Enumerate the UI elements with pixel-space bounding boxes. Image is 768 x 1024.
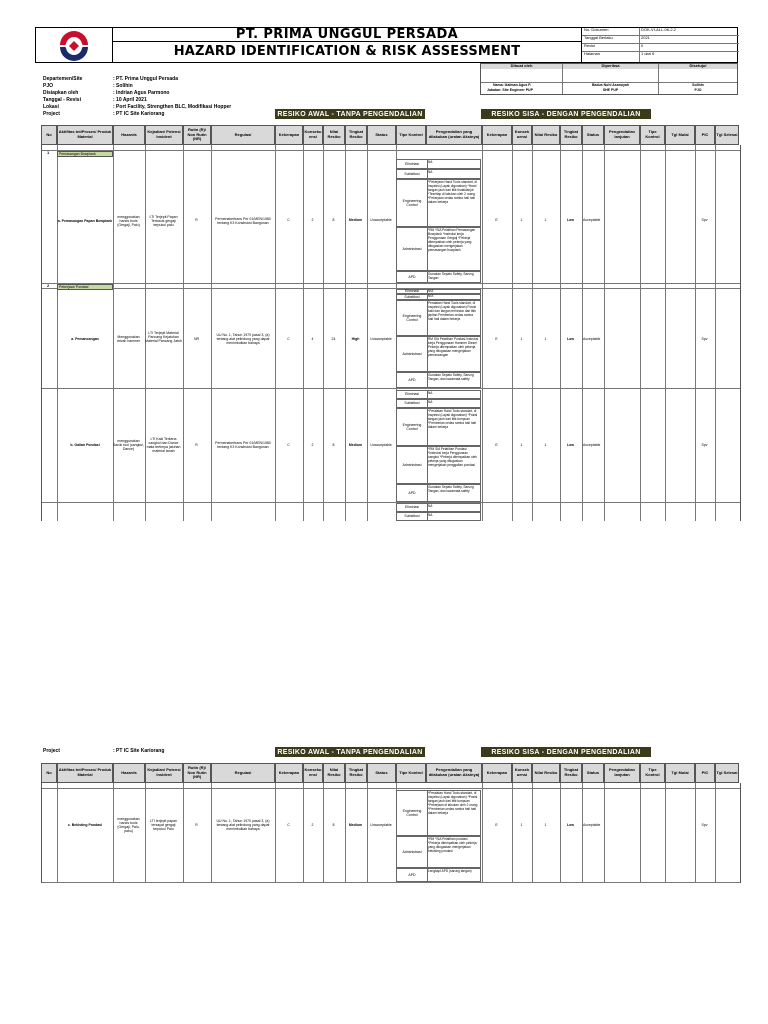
control-type: Engineering Control — [397, 301, 428, 335]
checker-name: Badus Nuhi Asanuyah — [591, 83, 629, 87]
row-kekerapan: C — [287, 337, 290, 341]
row-aktifitas: a. Pemancangan — [71, 336, 99, 341]
row-kekerapan-2: E — [495, 337, 498, 341]
row-status: Unacceptable — [370, 823, 392, 827]
row-rutin: NR — [193, 337, 200, 341]
row-konsekuensi: 2 — [311, 218, 314, 222]
col-konsekuensi-2: Konsek uensi — [512, 763, 532, 783]
row-nilai-2: 1 — [544, 823, 547, 827]
row-hazards: Menggunakan drivah hammer — [116, 334, 141, 343]
row-tingkat-2: Low — [567, 337, 574, 341]
company-name: PT. PRIMA UNGGUL PERSADA — [113, 28, 581, 42]
col-konsekuensi: Konseku ensi — [303, 763, 323, 783]
info-value: : PT IC Site Kariorang — [113, 111, 165, 117]
control-text: *RM *SIA Pelatihan pondasi *Pekerja ditempatkan oleh pekerja yang ditugaskan mengerjakan bekisting pondasi — [428, 837, 477, 853]
col-tgl-selesai: Tgl Selesai — [715, 763, 739, 783]
col-rutin: Rutin (R)/ Non Rutin (NR) — [183, 763, 211, 783]
control-type: Administrasi — [397, 837, 428, 867]
row-pic: Spv — [701, 443, 708, 447]
row-regulasi: Permenakertrans Per 01/MEN/1980 tentang K3 Konstruksi Bangunan — [215, 216, 271, 225]
col-regulasi: Regulasi — [211, 763, 275, 783]
control-text: NA — [428, 160, 433, 164]
col-aktifitas: Aktifitas tnt/Proses/ Produk Material — [57, 125, 113, 145]
control-text: Gunakan Sepatu Safety, Sarung Tangan, dan kacamata safety — [428, 373, 474, 381]
info-label: Tanggal - Revisi — [43, 97, 81, 103]
control-type: APD — [397, 869, 428, 881]
row-kejadian: LTI Terjepit Papan Tertusuk gergaji terpukul palu — [149, 214, 178, 228]
control-engineering — [396, 179, 481, 227]
row-tingkat-2: Low — [567, 823, 574, 827]
row-status-2: Acceptable — [583, 337, 601, 341]
initial-risk-band: RESIKO AWAL - TANPA PENGENDALIAN — [275, 109, 425, 119]
control-type: Engineering Control — [397, 180, 428, 226]
col-regulasi: Regulasi — [211, 125, 275, 145]
signature-role: Jabatan: Site Engineer PUP — [487, 88, 533, 92]
signature-header: Diperiksa — [563, 64, 658, 69]
control-text: NA — [428, 170, 433, 174]
row-status: Unacceptable — [370, 337, 392, 341]
signature-header: Disetujui — [659, 64, 737, 69]
info-value: : Indrian Agus Parmono — [113, 90, 170, 96]
col-tingkat-2: Tingkat Resiko — [560, 125, 582, 145]
row-status: Unacceptable — [370, 218, 392, 222]
col-kekerapan: Kekerapan — [275, 763, 303, 783]
row-pic: Spv — [701, 823, 708, 827]
col-no: No — [41, 125, 57, 145]
row-aktifitas: c. Bekisting Pondasi — [67, 822, 103, 827]
doc-info-value: 1 dari 6 — [641, 51, 655, 56]
col-tipe: Tipe Kontrol — [396, 763, 426, 783]
residual-risk-band: RESIKO SISA - DENGAN PENGENDALIAN — [481, 109, 651, 119]
col-tipe-2: Tipe Kontrol — [640, 763, 665, 783]
control-type: APD — [397, 272, 428, 282]
doc-info-label: Halaman — [584, 51, 601, 56]
approver-role: PJO — [694, 88, 702, 92]
company-logo — [36, 28, 113, 62]
control-text: Gunakan Sepatu Safety, Sarung Tangan — [428, 272, 474, 280]
control-type: Administrasi — [397, 447, 428, 483]
col-konsekuensi: Konseku ensi — [303, 125, 323, 145]
col-tingkat: Tingkat Resiko — [345, 125, 367, 145]
col-tipe: Tipe Kontrol — [396, 125, 426, 145]
control-eliminasi — [396, 159, 481, 169]
row-status-2: Acceptable — [583, 443, 601, 447]
control-type: Substitusi — [397, 400, 428, 407]
col-status-2: Status — [582, 125, 604, 145]
doc-info-value: 2021 — [641, 35, 650, 40]
initial-risk-band: RESIKO AWAL - TANPA PENGENDALIAN — [275, 747, 425, 757]
row-nilai: 24 — [331, 337, 336, 341]
row-tingkat: Medium — [348, 823, 363, 827]
table-header — [41, 763, 739, 785]
control-apd — [396, 484, 481, 502]
row-pic: Spv — [701, 337, 708, 341]
section-number: 2 — [47, 283, 50, 288]
row-rutin: R — [195, 443, 198, 447]
info-label: Project — [43, 111, 60, 117]
row-nilai: 8 — [332, 823, 335, 827]
row-kekerapan-2: E — [495, 823, 498, 827]
doc-info-label: No. Dokumen — [584, 27, 609, 32]
col-kekerapan-2: Kekerapan — [482, 125, 512, 145]
control-type: Eliminasi — [397, 290, 428, 293]
control-text: *RM SIA Pelatihan Pondasi *Instruksi kerja Penggunaan cangkul *Pekerja ditempatkan oleh pekerja yang ditugaskan mengerjakan penggalian pondasi — [428, 447, 478, 467]
row-regulasi: UU No. 1, Tahun 1970 pasal 3, (a) tentang alat pelindung yang dapat menimbulkan bahaya — [216, 818, 270, 832]
row-konsekuensi: 2 — [311, 823, 314, 827]
control-text: NA — [428, 400, 433, 404]
control-apd — [396, 868, 481, 882]
control-type: APD — [397, 485, 428, 501]
col-kekerapan-2: Kekerapan — [482, 763, 512, 783]
col-tgl-mulai: Tgl Mulai — [665, 763, 695, 783]
row-rutin: R — [195, 218, 198, 222]
col-rutin: Rutin (R)/ Non Rutin (NR) — [183, 125, 211, 145]
approver-name: Solihin — [692, 83, 704, 87]
info-value: : 10 April 2021 — [113, 97, 147, 103]
col-tipe-2: Tipe Kontrol — [640, 125, 665, 145]
control-engineering — [396, 300, 481, 336]
row-kejadian: LTI Kaki Terkena cangkul dan Dance mata tertimpa jatuhan material tanah — [146, 436, 181, 454]
row-pic: Spv — [701, 218, 708, 222]
col-kekerapan: Kekerapan — [275, 125, 303, 145]
row-nilai-2: 1 — [544, 337, 547, 341]
table-header — [41, 125, 739, 147]
control-text: NA — [428, 513, 433, 517]
control-substitusi — [396, 512, 481, 521]
row-nilai-2: 1 — [544, 218, 547, 222]
row-konsekuensi-2: 1 — [520, 443, 523, 447]
signature-table — [480, 63, 738, 95]
control-substitusi — [396, 399, 481, 408]
doc-info-value: 0 — [641, 43, 644, 48]
row-kekerapan: C — [287, 443, 290, 447]
control-type: Eliminasi — [397, 160, 428, 168]
col-nilai: Nilai Resiko — [323, 125, 345, 145]
control-type: Administrasi — [397, 337, 428, 371]
control-type: Eliminasi — [397, 391, 428, 398]
document-title: HAZARD IDENTIFICATION & RISK ASSESSMENT — [173, 44, 521, 59]
row-kejadian: LTI terjepit papan tersayat gergaji terpukul Palu — [150, 818, 177, 832]
control-type: Eliminasi — [397, 504, 428, 511]
col-lanjutan: Pengendalian lanjutan — [604, 763, 640, 783]
control-type: Administrasi — [397, 228, 428, 270]
row-status: Unacceptable — [370, 443, 392, 447]
row-tingkat-2: Low — [567, 218, 574, 222]
row-nilai-2: 1 — [544, 443, 547, 447]
row-tingkat-2: Low — [567, 443, 574, 447]
control-text: Gunakan Sepatu Safety, Sarung Tangan, dan kacamata safety — [428, 485, 474, 493]
row-tingkat: High — [351, 337, 360, 341]
row-hazards: menggunakan hands tools (Gergaji, Palu) — [117, 214, 140, 228]
control-type: Substitusi — [397, 170, 428, 178]
col-pengendalian: Pengendalian yang dilakukan (uraian Aksinya) — [426, 763, 482, 783]
row-konsekuensi-2: 1 — [520, 337, 523, 341]
control-type: Substitusi — [397, 513, 428, 520]
col-tingkat: Tingkat Resiko — [345, 763, 367, 783]
row-kekerapan-2: E — [495, 443, 498, 447]
control-text: Lengkapi APD (sarung tangan) — [428, 869, 472, 873]
row-nilai: 8 — [332, 218, 335, 222]
control-administrasi — [396, 446, 481, 484]
document-header — [35, 27, 738, 63]
doc-info-value: DOK-VI-ALL-06-2.2 — [641, 27, 676, 32]
control-type: Engineering Control — [397, 409, 428, 445]
col-tgl-mulai: Tgl Mulai — [665, 125, 695, 145]
control-text: *Pekerjaan Hand Tools standart, di inspeksi (Layak digunakan) *Hand tangan jauh dari titik tindaklanjut *Tesetiap di lakukan oleh 2 orang *Pekerjaan cedas ramba hati hati dalam bekerja — [428, 180, 478, 204]
row-kekerapan-2: E — [495, 218, 498, 222]
checker-role: SHE PUP — [602, 88, 619, 92]
control-text: Peralatan Hand Tools standart, di inspeksi (Layak digunakan) Posisi kaki dan tangan terhindar dari titik jepitan Pemberian cedas ramba hati hati dalam bekerja — [428, 301, 477, 321]
control-substitusi — [396, 169, 481, 179]
control-text: *Peralatan Hand Tools standart, di inspeksi (Layak digunakan) *Posisi tangan jauh dari titik tumpuan *Pemberian cedas ramba hati hati dalam bekerja — [428, 409, 478, 429]
doc-info-label: Revisi — [584, 43, 595, 48]
control-eliminasi — [396, 503, 481, 512]
control-text: NA — [428, 504, 433, 508]
row-hazards: menggunakan hands tools (Gergaji, Palu, paku) — [117, 816, 140, 834]
control-type: APD — [397, 373, 428, 387]
control-administrasi — [396, 836, 481, 868]
col-tingkat-2: Tingkat Resiko — [560, 763, 582, 783]
col-pic: PIC — [695, 763, 715, 783]
project-value: : PT IC Site Kariorang — [113, 748, 165, 754]
signature-header: Dibuat oleh — [481, 64, 562, 69]
control-apd — [396, 372, 481, 388]
info-value: : PT. Prima Unggul Persada — [113, 76, 179, 82]
row-tingkat: Medium — [348, 443, 363, 447]
control-text: *Peralatan Hand Tools standart, di inspeksi (Layak digunakan) *Posisi tangan jauh dari titik tumpuan *Pekerjaan di lakukan oleh 2 orang *Pemberian cedas ramba hati hati dalam bekerja — [428, 791, 478, 815]
row-tingkat: Medium — [348, 218, 363, 222]
doc-info-label: Tanggal Berlaku — [584, 35, 613, 40]
info-value: : Port Facility, Strengthen BLC, Modifikasi Hopper — [113, 104, 232, 110]
signature-name: Nama: Ikalman Agus P. — [493, 83, 532, 87]
row-hazards: menggunakan Sarok tool (cangkul, Dance) — [113, 438, 144, 452]
row-konsekuensi-2: 1 — [520, 823, 523, 827]
control-text: N/A — [428, 289, 434, 293]
col-kejadian: Kejadian/ Potensi Insident — [145, 125, 183, 145]
col-pic: PIC — [695, 125, 715, 145]
control-engineering — [396, 408, 481, 446]
row-status-2: Acceptable — [583, 218, 601, 222]
control-engineering — [396, 790, 481, 836]
col-status: Status — [367, 125, 396, 145]
row-regulasi: UU No. 1, Tahun 1970 pasal 3, (a) tentang alat pelindung yang dapat menimbulkan bahaya — [216, 332, 270, 346]
control-administrasi — [396, 336, 481, 372]
col-kejadian: Kejadian/ Potensi Insident — [145, 763, 183, 783]
control-text: *RM *SIA Pelatihan Pemasangan Bowplank *Instruksi kerja Penggunaan Gergaji *Pekerja ditempatkan oleh pekerja yang ditugaskan mengerjakan pemasangan bowplank — [428, 228, 476, 252]
row-rutin: R — [195, 823, 198, 827]
control-apd — [396, 271, 481, 283]
row-kekerapan: C — [287, 823, 290, 827]
control-eliminasi — [396, 390, 481, 399]
col-nilai-2: Nilai Resiko — [532, 125, 560, 145]
row-konsekuensi: 2 — [311, 443, 314, 447]
col-hazards: Hazards — [113, 763, 145, 783]
row-regulasi: Permenakertrans Per 01/MEN/1980 tentang K3 Konstruksi Bangunan — [215, 440, 271, 449]
col-nilai: Nilai Resiko — [323, 763, 345, 783]
col-no: No — [41, 763, 57, 783]
row-konsekuensi-2: 1 — [520, 218, 523, 222]
row-kejadian: LTI Terjepit Material Pancang Kejatuhan Material Pancang Jatuh — [145, 330, 182, 344]
control-type: Engineering Control — [397, 791, 428, 835]
col-status-2: Status — [582, 763, 604, 783]
col-hazards: Hazards — [113, 125, 145, 145]
row-aktifitas: a. Pemasangan Papan Bowplank — [57, 218, 113, 223]
section-title: Pemasangan Bowplank — [57, 151, 113, 157]
row-status-2: Acceptable — [583, 823, 601, 827]
control-administrasi — [396, 227, 481, 271]
col-tgl-selesai: Tgl Selesai — [715, 125, 739, 145]
section-title: Pekerjaan Pondasi — [57, 284, 113, 290]
residual-risk-band: RESIKO SISA - DENGAN PENGENDALIAN — [481, 747, 651, 757]
control-text: N/A — [428, 294, 434, 298]
row-konsekuensi: 4 — [311, 337, 314, 341]
doc-info-table — [581, 28, 739, 62]
info-label: Lokasi — [43, 104, 59, 110]
row-kekerapan: C — [287, 218, 290, 222]
col-aktifitas: Aktifitas tnt/Proses/ Produk Material — [57, 763, 113, 783]
col-nilai-2: Nilai Resiko — [532, 763, 560, 783]
info-value: : Solihin — [113, 83, 133, 89]
col-status: Status — [367, 763, 396, 783]
info-label: Departemen/Site — [43, 76, 83, 82]
info-label: Disiapkan oleh — [43, 90, 79, 96]
section-number: 1 — [47, 150, 50, 155]
control-type: Substitusi — [397, 295, 428, 299]
col-pengendalian: Pengendalian yang dilakukan (uraian Aksinya) — [426, 125, 482, 145]
col-konsekuensi-2: Konsek uensi — [512, 125, 532, 145]
col-lanjutan: Pengendalian lanjutan — [604, 125, 640, 145]
row-aktifitas: b. Galian Pondasi — [70, 442, 100, 447]
control-text: RM SIA Pelatihan Pondasi Instruksi kerja Penggunaan Hammer Diesel Pekerja ditempatkan oleh pekerja yang ditugaskan mengerjakan pemancangan — [428, 337, 479, 357]
row-nilai: 8 — [332, 443, 335, 447]
project-label: Project — [43, 748, 60, 754]
control-text: NA — [428, 391, 433, 395]
info-label: PJO — [43, 83, 54, 89]
